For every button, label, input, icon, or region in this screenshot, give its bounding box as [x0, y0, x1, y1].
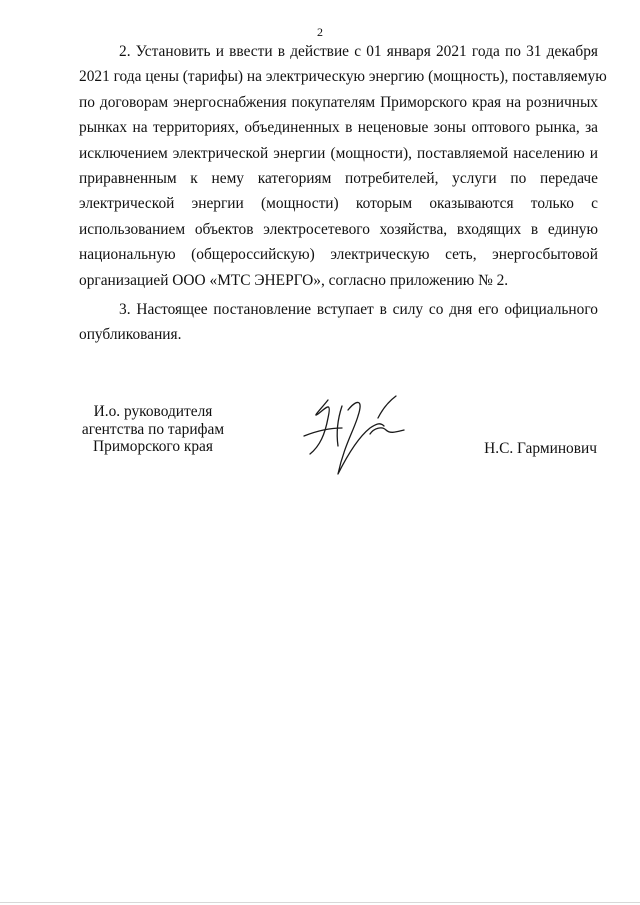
text-line: исключением электрической энергии (мощности), поставляемой населению и: [79, 144, 598, 162]
text-line: организацией ООО «МТС ЭНЕРГО», согласно приложению № 2.: [79, 271, 509, 289]
text-line: 2. Установить и ввести в действие с 01 января 2021 года по 31 декабря: [119, 43, 598, 60]
position-line: И.о. руководителя: [93, 403, 213, 420]
text-line: 3. Настоящее постановление вступает в силу со дня его официального: [119, 301, 598, 318]
text-line: 2021 года цены (тарифы) на электрическую энергию (мощность), поставляемую: [79, 68, 607, 86]
paragraph-item-3: [79, 297, 598, 348]
signatory-position: [79, 403, 227, 456]
page-edge-divider: [0, 902, 640, 903]
page-number: 2: [317, 25, 323, 39]
position-line: агентства по тарифам: [81, 420, 225, 438]
text-line: приравненным к нему категориям потребителей, услуги по передаче: [79, 170, 598, 188]
handwritten-signature: [298, 388, 408, 484]
position-line: Приморского края: [93, 438, 213, 455]
text-line: рынках на территориях, объединенных в неценовые зоны оптового рынка, за: [79, 119, 598, 137]
signer-name: Н.С. Гарминович: [484, 440, 597, 457]
text-line: опубликования.: [79, 326, 182, 344]
paragraph-item-2: [79, 39, 607, 293]
text-line: использованием объектов электросетевого хозяйства, входящих в единую: [79, 220, 598, 238]
text-line: электрической энергии (мощности) которым оказываются только с: [79, 195, 598, 213]
text-line: национальную (общероссийскую) электрическую сеть, энергосбытовой: [79, 246, 598, 264]
text-line: по договорам энергоснабжения покупателям Приморского края на розничных: [79, 93, 598, 111]
